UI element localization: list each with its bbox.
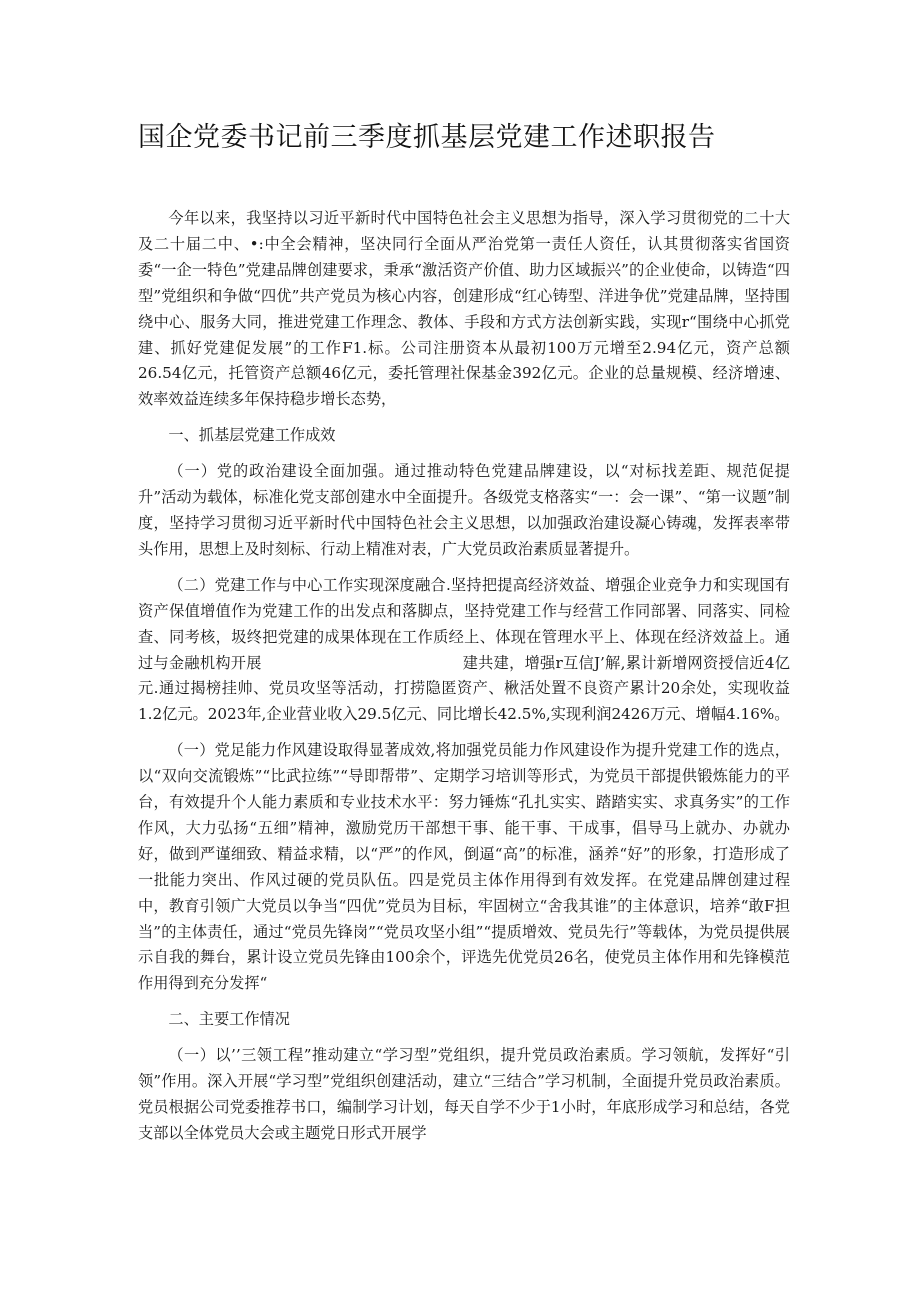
section-2-heading: 二、主要工作情况 bbox=[168, 1010, 290, 1029]
section-1-paragraph-2: （二）党建工作与中心工作实现深度融合.坚持把提高经济效益、增强企业竞争力和实现国有资产保值增值作为党建工作的出发点和落脚点，坚持党建工作与经营工作同部署、同落实、同检查、同考核，圾终把党建的成果体现在工作质经上、体现在管理水平上、体现在经济效益上。通过与金融机构开展 建共建，增强r互信J’解,累计新增网资授信近4亿元.通过揭榜挂帅、党员攻坚等活动，打捞隐匿资产、楸活处置不良资产累计20余处，实现收益1.2亿元。2023年,企业营业收入29.5亿元、同比增长42.5%,实现利润2426万元、增幅4.16%。 bbox=[138, 575, 790, 724]
document-body bbox=[138, 206, 790, 1157]
section-1-paragraph-3: （一）党足能力作风建设取得显著成效,将加强党员能力作风建设作为提升党建工作的选点，以“双向交流锻炼”“比武拉练”“导即帮带”、定期学习培训等形式，为党员干部提供锻炼能力的平台，有效提升个人能力素质和专业技术水平：努力锤炼“孔扎实实、踏踏实实、求真务实”的工作作风，大力弘扬“五细”精神，激励党历干部想干事、能干事、干成事，倡导马上就办、办就办好，做到严谨细致、精益求精，以“严”的作风，倒逼“高”的标准，涵养“好”的形象，打造形成了一批能力突出、作风过硬的党员队伍。四是党员主体作用得到有效发挥。在党建品牌创建过程中，教育引领广大党员以争当“四优”党员为目标，牢固树立“舍我其谁”的主体意识，培养“敢F担当”的主体责任，通过“党员先锋岗”“党员攻坚小组”“提质增效、党员先行”等载体，为党员提供展示自我的舞台，累计设立党员先锋由100余个，评选先优党员26名，使党员主体作用和先锋模范作用得到充分发挥“ bbox=[138, 741, 791, 993]
intro-paragraph: 今年以来，我坚持以习近平新时代中国特色社会主义思想为指导，深入学习贯彻党的二十大及二十届二中、•:中全会精神，坚决同行全面从严治党第一责任人资任，认其贯彻落实省国资委“一企一特色”党建品牌创建要求，秉承“激活资产价值、助力区域振兴”的企业使命，以铸造“四型”党组织和争做“四优”共产党员为核心内容，创建形成“红心铸型、洋进争优”党建品牌，坚持围绕中心、服务大同，推进党建工作理念、教体、手段和方式方法创新实践，实现r“围绕中心抓党建、抓好党建促发展”的工作F1.标。公司注册资本从最初100万元增至2.94亿元，资产总额26.54亿元，托管资产总额46亿元，委托管理社保基金392亿元。企业的总量规模、经济增速、效率效益连续多年保持稳步增长态势， bbox=[138, 209, 790, 409]
document-title: 国企党委书记前三季度抓基层党建工作述职报告 bbox=[138, 122, 716, 153]
section-2-paragraph-1: （一）以’’三领工程”推动建立“学习型”党组织，提升党员政治素质。学习领航，发挥好“引领”作用。深入开展“学习型”党组织创建活动，建立“三结合”学习机制，全面提升党员政治素质。党员根据公司党委推荐书口，编制学习计划，每天自学不少于1小时，年底形成学习和总结，各党支部以全体党员大会或主题党日形式开展学 bbox=[138, 1046, 790, 1142]
section-1-paragraph-1: （一）党的政治建设全面加强。通过推动特色党建品牌建设，以“对标找差距、规范促提升”活动为载体，标准化党支部创建水中全面提升。各级党支格落实“一：会一课”、“第一议题”制度，坚持学习贯彻习近平新时代中国特色社会主义思想，以加强政治建设凝心铸魂，发挥表率带头作用，思想上及时刻标、行动上精准对表，广大党员政治素质显著提升。 bbox=[138, 462, 790, 558]
section-1-heading: 一、抓基层党建工作成效 bbox=[168, 426, 336, 445]
